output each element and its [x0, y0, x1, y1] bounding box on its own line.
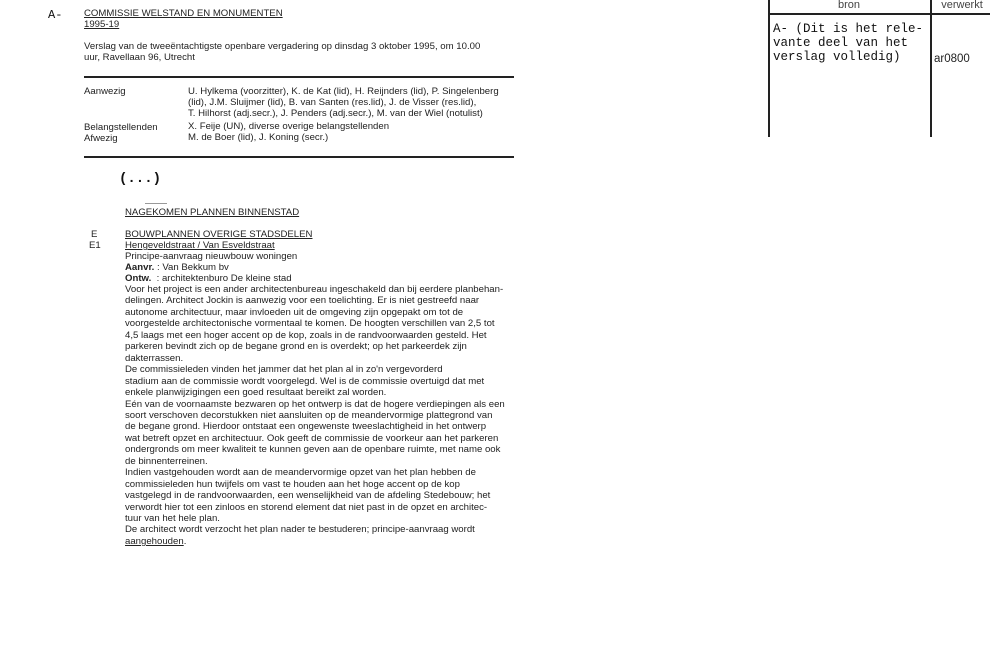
divider — [84, 156, 514, 158]
intro-line: uur, Ravellaan 96, Utrecht — [84, 52, 195, 63]
absent-label: Afwezig — [84, 133, 118, 144]
item-location: Hengeveldstraat / Van Esveldstraat — [125, 240, 275, 251]
body-line: stadium aan de commissie wordt voorgelegd. Wel is de commissie overtuigd dat met — [125, 375, 485, 387]
stray-mark — [145, 203, 167, 204]
present-label: Aanwezig — [84, 86, 126, 97]
body-line: 4,5 laags met een hoger accent op de kop, zoals in de randvoorwaarden gesteld. Het — [125, 329, 487, 341]
document-title: COMMISSIE WELSTAND EN MONUMENTEN — [84, 8, 283, 19]
designer-value: : architektenburo De kleine stad — [156, 273, 292, 284]
section-title: BOUWPLANNEN OVERIGE STADSDELEN — [125, 229, 313, 240]
present-line: (lid), J.M. Sluijmer (lid), B. van Santen (res.lid), J. de Visser (res.lid), — [188, 97, 477, 108]
item-subject: Principe-aanvraag nieuwbouw woningen — [125, 251, 298, 262]
table-border — [768, 0, 770, 137]
body-line: commissieleden hun twijfels om vast te houden aan het hoge accent op de kop — [125, 478, 460, 490]
table-header-rule — [768, 13, 990, 15]
body-line: autonome architectuur, maar invloeden uit de omgeving zijn opgepakt om tot de — [125, 306, 464, 318]
interested-value: X. Feije (UN), diverse overige belangstellenden — [188, 121, 390, 132]
divider — [84, 76, 514, 78]
interested-label: Belangstellenden — [84, 122, 158, 133]
intro-line: Verslag van de tweeëntachtigste openbare vergadering op dinsdag 3 oktober 1995, om 10.00 — [84, 41, 481, 52]
section-late-title: NAGEKOMEN PLANNEN BINNENSTAD — [125, 207, 300, 218]
source-note-line: A- (Dit is het rele- — [773, 22, 924, 36]
body-line: de begane grond. Hierdoor ontstaat een ongewenste tweeslachtigheid in het ontwerp — [125, 421, 487, 433]
margin-mark: A- — [48, 8, 63, 22]
column-header-source: bron — [837, 0, 861, 11]
body-line: De commissieleden vinden het jammer dat het plan al in zo'n vergevorderd — [125, 364, 443, 376]
document-number: 1995-19 — [84, 19, 120, 30]
body-line: vastgelegd in de randvoorwaarden, een wenselijkheid van de afdeling Stedebouw; het — [125, 490, 491, 502]
body-line: Voor het project is een ander architectenbureau ingeschakeld dan bij eerdere planbehan- — [125, 284, 504, 295]
source-note-line: verslag volledig) — [773, 50, 901, 64]
omission-mark: (...) — [119, 171, 162, 187]
column-header-processed: verwerkt — [941, 0, 983, 11]
body-line: enkele planwijzigingen een goed resultaat bereikt zal worden. — [125, 387, 387, 399]
applicant-value: : Van Bekkum bv — [157, 262, 229, 273]
body-line: ondergronds om meer kwaliteit te kunnen geven aan de openbare ruimte, met name ook — [125, 444, 501, 456]
body-line: voorgestelde architectonische vormentaal te komen. De hoogten verschillen van 2,5 tot — [125, 318, 495, 330]
body-line: wat betreft opzet en architectuur. Ook geeft de commissie de voorkeur aan het parkeren — [125, 432, 499, 444]
processed-code: ar0800 — [934, 53, 970, 65]
body-line: dakterrassen. — [125, 352, 184, 364]
body-line: Eén van de voornaamste bezwaren op het ontwerp is dat de hogere verdiepingen als een — [125, 398, 505, 410]
body-line: tuur van het hele plan. — [125, 513, 220, 524]
body-line: De architect wordt verzocht het plan nader te bestuderen; principe-aanvraag wordt — [125, 524, 475, 536]
source-note-line: vante deel van het — [773, 36, 909, 50]
body-line: parkeren bevindt zich op de begane grond en is overdekt; op het parkeerdek zijn — [125, 341, 467, 353]
present-line: T. Hilhorst (adj.secr.), J. Penders (adj.secr.), M. van der Wiel (notulist) — [188, 108, 483, 119]
section-code: E — [91, 229, 98, 240]
decision-line — [125, 536, 186, 548]
decision: aangehouden — [125, 535, 184, 547]
table-border — [930, 0, 932, 137]
body-line: delingen. Architect Jockin is aanwezig voor een toelichting. Er is niet gestreefd naar — [125, 295, 480, 307]
applicant-label: Aanvr. — [125, 262, 155, 273]
present-line: U. Hylkema (voorzitter), K. de Kat (lid), H. Reijnders (lid), P. Singelenberg — [188, 86, 499, 97]
body-line: soort verschoven decorstukken niet aansluiten op de meandervormige plattegrond van — [125, 409, 493, 421]
absent-value: M. de Boer (lid), J. Koning (secr.) — [188, 132, 329, 143]
item-code: E1 — [89, 240, 101, 251]
designer-label: Ontw. — [125, 273, 152, 284]
body-line: Indien vastgehouden wordt aan de meandervormige opzet van het plan hebben de — [125, 467, 476, 479]
decision-end: . — [183, 535, 187, 547]
body-line: verwordt hier tot een zinloos en storend element dat niet past in de opzet en architec- — [125, 501, 488, 513]
body-line: de binnenterreinen. — [125, 455, 208, 467]
